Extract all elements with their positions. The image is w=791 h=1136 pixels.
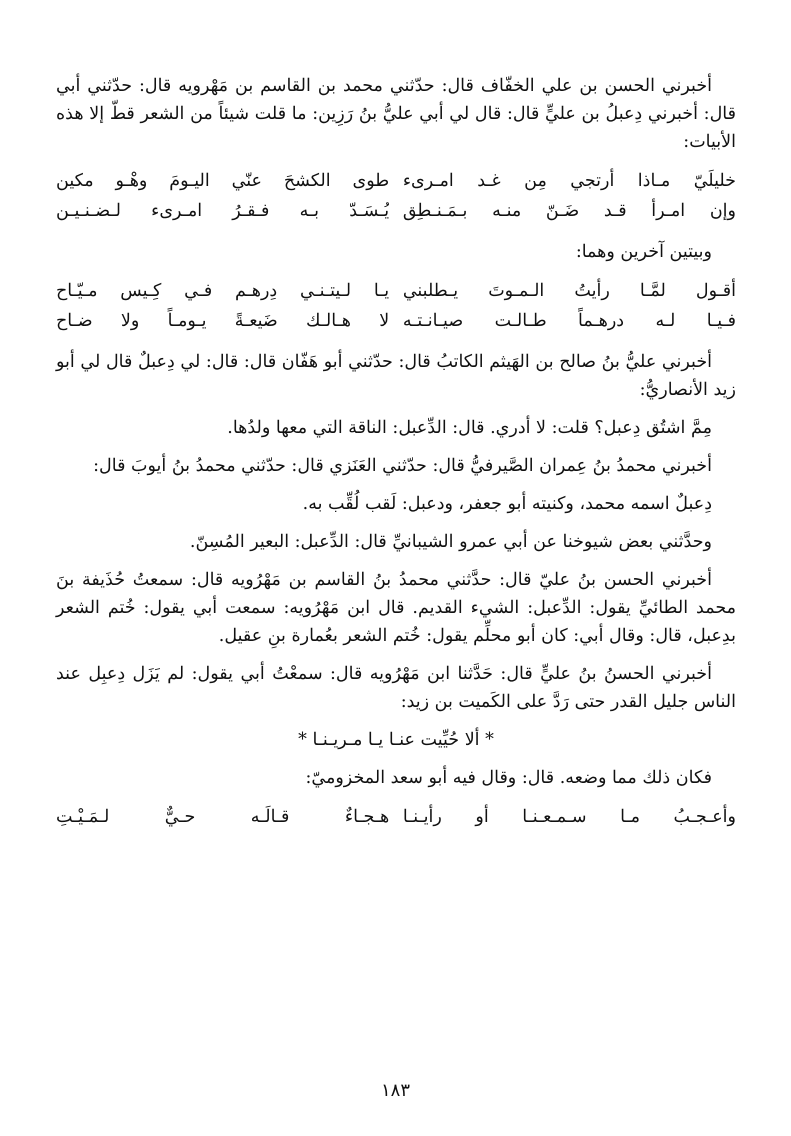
verse-first-hemistich: فـيـا لـه درهـماً طـالـت صيـانـتـه [402, 311, 736, 331]
verse-second-hemistich: يـا لـيتـنـي دِرهـم فـي كِـيس مـيّـاح [56, 281, 390, 301]
verse-first-hemistich: خليلَيّ مـاذا أرتجي مِن غـد امـرىء [402, 171, 736, 191]
paragraph-8: أخبرني الحسن بنُ عليّ قال: حدَّثني محمدُ بنُ القاسم بن مَهْرُويه قال: سمعتُ حُذَيفة بنَ محمد الطائيِّ يقول: الدِّعبل: الشيء القديم. قال ابن مَهْرُويه: سمعت أبي يقول: خُتم الشعر بدِعبل، قال: وقال أبي: كان أبو محلِّم يقول: خُتم الشعر بعُمارة بنِ عقيل. [56, 570, 736, 646]
page-number: ١٨٣ [380, 1080, 410, 1101]
paragraph-4: مِمَّ اشتُق دِعبل؟ قلت: لا أدري. قال: الدِّعبل: الناقة التي معها ولدُها. [227, 418, 712, 438]
verse-first-hemistich: وإن امـرأ قـد ضَـنّ منـه بـمَـنـطِق [402, 201, 736, 221]
verse-line [56, 166, 736, 196]
verse-line [56, 196, 736, 226]
paragraph-2: وبيتين آخرين وهما: [575, 242, 712, 262]
verse-first-hemistich: أقـول لمَّـا رأيتُ الـمـوتَ يـطلبني [402, 281, 736, 301]
paragraph-3: أخبرني عليُّ بنُ صالح بن الهَيثم الكاتبُ قال: حدّثني أبو هَفّان قال: قال: لي دِعبلٌ قال لي أبو زيد الأنصاريُّ: [56, 352, 736, 400]
quoted-verse: * ألا حُيِّيت عنـا يـا مـريـنـا * [298, 730, 494, 750]
verse-line [56, 306, 736, 336]
paragraph-5: أخبرني محمدُ بنُ عِمران الصَّيرفيُّ قال: حدّثني العَنَزي قال: حدّثني محمدُ بنُ أيوبَ قال: [93, 456, 712, 476]
verse-line [56, 802, 736, 832]
paragraph-9: أخبرني الحسنُ بنُ عليٍّ قال: حَدَّثنا ابن مَهْرُويه قال: سمعْتُ أبي يقول: لم يَزَل دِعبِل عند الناس جليل القدر حتى رَدَّ على الكَميت بن زيد: [56, 664, 736, 712]
book-page [56, 72, 736, 844]
verse-second-hemistich: طوى الكشحَ عنّي اليـومَ وهْـو مكين [56, 171, 390, 191]
paragraph-1: أخبرني الحسن بن علي الخفّاف قال: حدّثني محمد بن القاسم بن مَهْرويه قال: حدّثني أبي قال: أخبرني دِعبلُ بن عليٍّ قال: قال لي أبي عليُّ بنُ رَزِين: ما قلت شيئاً من الشعر قطّ إلا هذه الأبيات: [56, 76, 736, 152]
paragraph-6: دِعبلٌ اسمه محمد، وكنيته أبو جعفر، ودعبل: لَقب لُقِّب به. [302, 494, 712, 514]
verse-block-1 [56, 166, 736, 226]
verse-second-hemistich: لا هـالـك ضَيعـةً يـومـاً ولا ضـاح [56, 311, 390, 331]
verse-line [56, 276, 736, 306]
verse-block-3 [56, 802, 736, 832]
verse-block-2 [56, 276, 736, 336]
verse-second-hemistich: هـجـاءٌ قـالَـه حـيٌّ لـمَـيْـتِ [56, 807, 390, 827]
paragraph-11: فكان ذلك مما وضعه. قال: وقال فيه أبو سعد المخزوميّ: [305, 768, 712, 788]
paragraph-7: وحدَّثني بعض شيوخنا عن أبي عمرو الشيبانيِّ قال: الدِّعبل: البعير المُسِنّ. [189, 532, 712, 552]
verse-second-hemistich: يُـسَـدّ بـه فـقـرُ امـرىء لـضـنـيـن [56, 201, 390, 221]
verse-first-hemistich: وأعـجـبُ مـا سـمـعـنـا أو رأيـنـا [402, 807, 736, 827]
